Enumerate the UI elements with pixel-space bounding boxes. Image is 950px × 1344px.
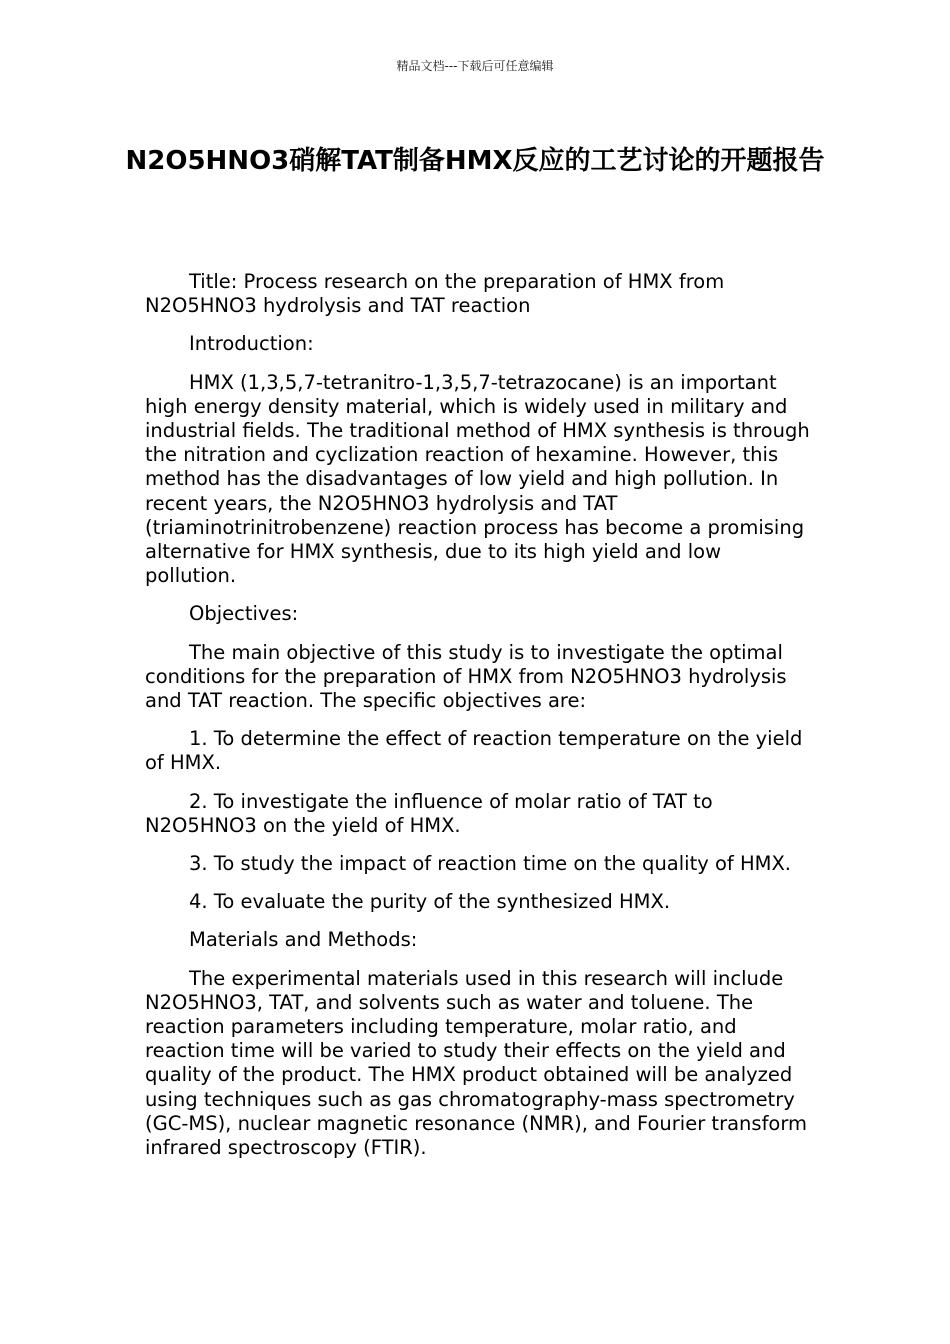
objective-item-3: 3. To study the impact of reaction time on the quality of HMX. — [189, 852, 792, 876]
introduction-paragraph: HMX (1,3,5,7-tetranitro-1,3,5,7-tetrazocane) is an important high energy density material, which is widely used in military and industrial fields. The traditional method of HMX synthesis is through the nitration and cyclization reaction of hexamine. However, this method has the disadvantages of low yield and high pollution. In recent years, the N2O5HNO3 hydrolysis and TAT (triaminotrinitrobenzene) reaction process has become a promising alternative for HMX synthesis, due to its high yield and low pollution. — [145, 370, 810, 588]
objective-item-1: 1. To determine the effect of reaction temperature on the yield of HMX. — [145, 727, 803, 775]
materials-methods-paragraph: The experimental materials used in this research will include N2O5HNO3, TAT, and solvents such as water and toluene. The reaction parameters including temperature, molar ratio, and reaction time will be varied to study their effects on the yield and quality of the product. The HMX product obtained will be analyzed using techniques such as gas chromatography-mass spectrometry (GC-MS), nuclear magnetic resonance (NMR), and Fourier transform infrared spectroscopy (FTIR). — [145, 966, 808, 1160]
section-heading-materials-methods: Materials and Methods: — [189, 928, 418, 952]
title-line-paragraph: Title: Process research on the preparation of HMX from N2O5HNO3 hydrolysis and TAT reaction — [145, 270, 725, 318]
objectives-paragraph: The main objective of this study is to investigate the optimal conditions for the preparation of HMX from N2O5HNO3 hydrolysis and TAT reaction. The specific objectives are: — [145, 640, 787, 713]
document-body — [145, 270, 810, 1174]
document-title: N2O5HNO3硝解TAT制备HMX反应的工艺讨论的开题报告 — [125, 146, 825, 176]
header-note: 精品文档---下载后可任意编辑 — [396, 59, 554, 73]
section-heading-objectives: Objectives: — [189, 602, 299, 626]
section-heading-introduction: Introduction: — [189, 332, 314, 356]
objective-item-2: 2. To investigate the influence of molar ratio of TAT to N2O5HNO3 on the yield of HMX. — [145, 789, 713, 837]
objective-item-4: 4. To evaluate the purity of the synthesized HMX. — [189, 890, 671, 914]
